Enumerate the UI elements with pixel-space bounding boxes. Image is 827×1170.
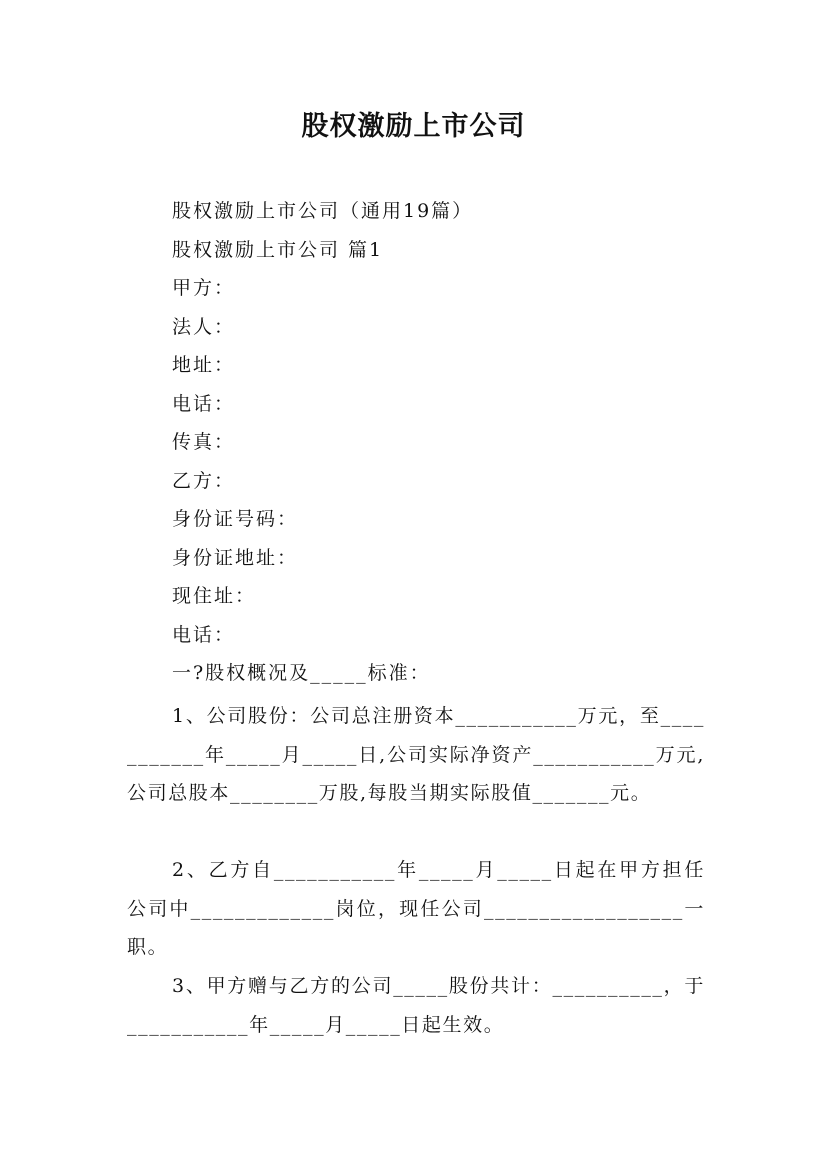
fax-label: 传真： (172, 431, 236, 453)
equity-section-heading: 一?股权概况及_____标准： (172, 662, 431, 684)
phone-label-b: 电话： (172, 624, 236, 646)
document-subtitle: 股权激励上市公司（通用19篇） (172, 200, 474, 222)
address-label: 地址： (172, 354, 236, 376)
id-address-label: 身份证地址： (172, 547, 299, 569)
current-address-label: 现住址： (172, 585, 257, 607)
section-heading: 股权激励上市公司 篇1 (172, 239, 384, 261)
clause-1-paragraph: 1、公司股份：公司总注册资本___________万元，至___________年_____月_____日,公司实际净资产___________万元,公司总股本________万股,每股当期实际股值_______元。 (127, 705, 705, 804)
clause-3-paragraph: 3、甲方赠与乙方的公司_____股份共计：__________，于___________年_____月_____日起生效。 (127, 975, 705, 1036)
legal-person-label: 法人： (172, 316, 236, 338)
party-a-label: 甲方： (172, 277, 236, 299)
document-title: 股权激励上市公司 (301, 111, 526, 142)
party-b-label: 乙方： (172, 470, 236, 492)
clause-2-paragraph: 2、乙方自___________年_____月_____日起在甲方担任公司中_____________岗位，现任公司__________________一职。 (127, 859, 705, 958)
id-number-label: 身份证号码： (172, 508, 299, 530)
phone-label: 电话： (172, 393, 236, 415)
